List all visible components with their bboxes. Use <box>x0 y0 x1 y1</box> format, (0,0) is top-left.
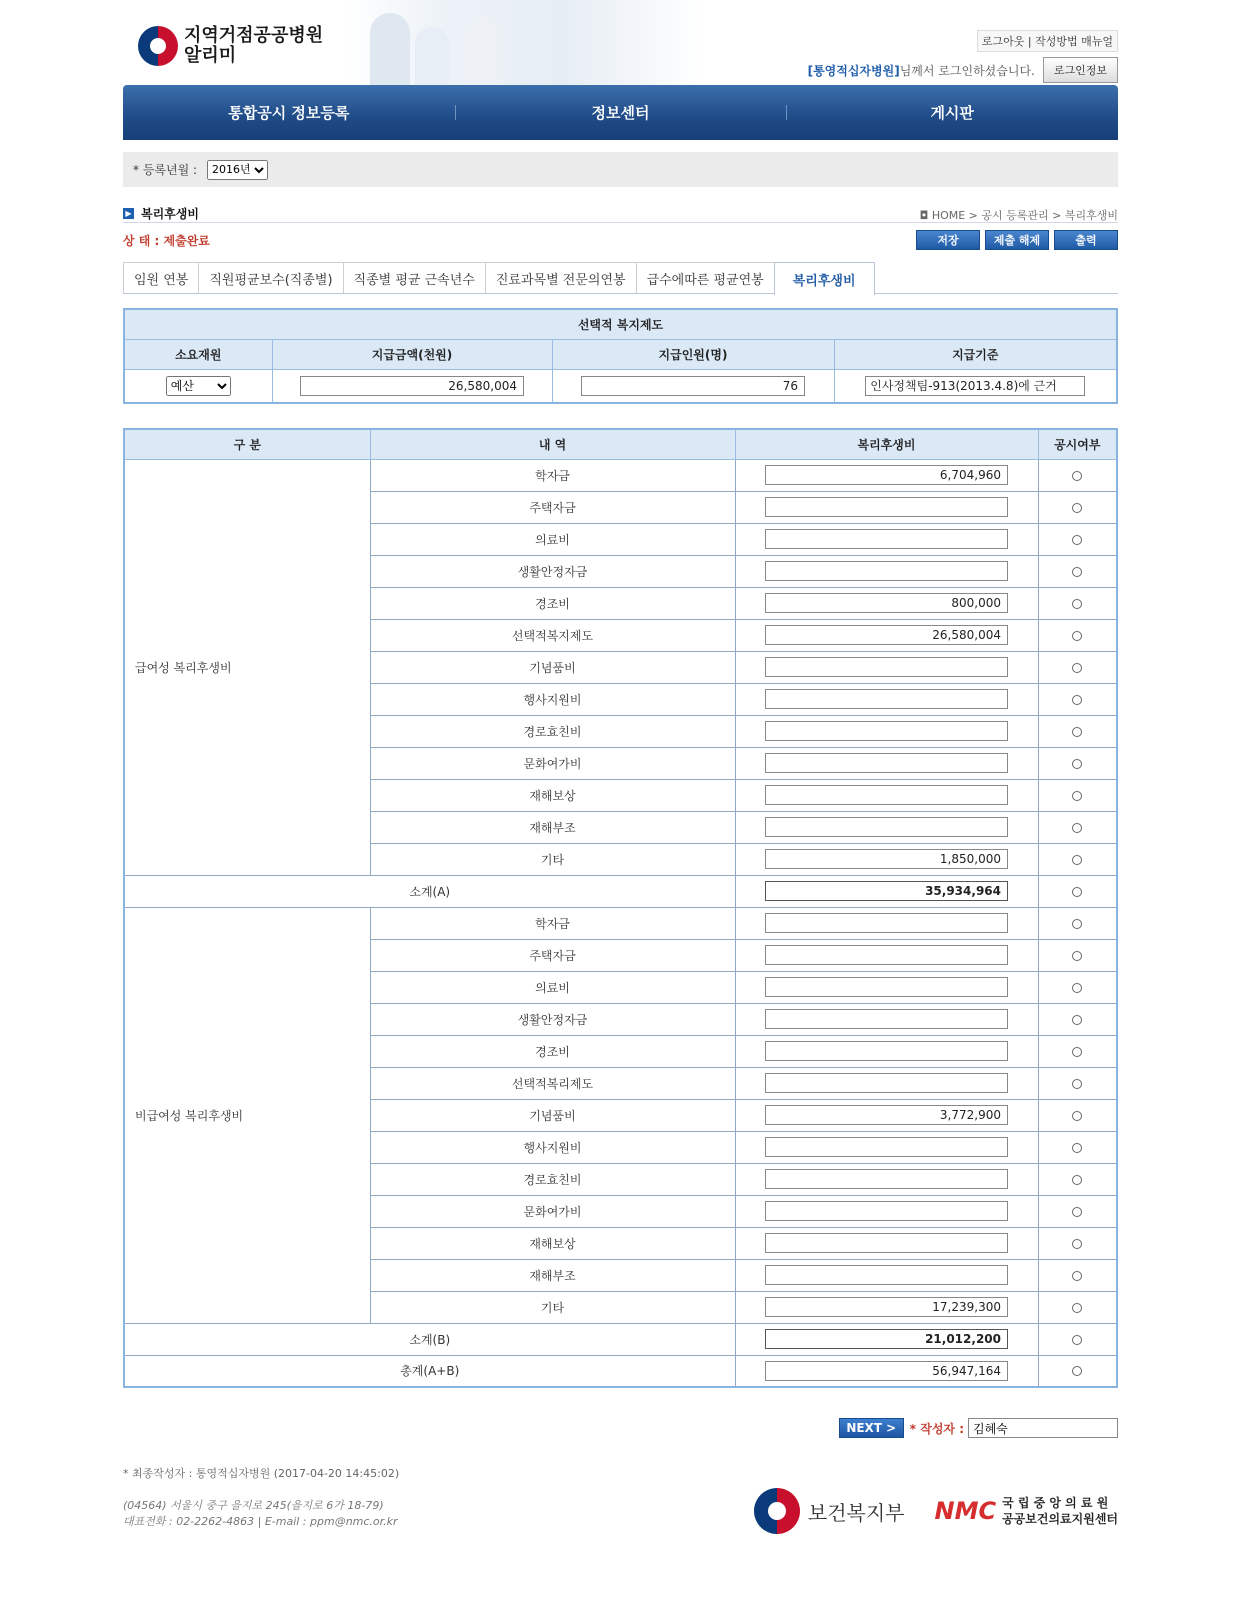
disclosure-radio[interactable] <box>1072 1271 1082 1281</box>
next-button[interactable]: NEXT > <box>839 1418 904 1438</box>
item-label: 경로효친비 <box>370 1163 735 1195</box>
disclosure-radio[interactable] <box>1072 983 1082 993</box>
tab-bar <box>123 262 1118 294</box>
selective-title: 선택적 복지제도 <box>124 309 1117 339</box>
main-nav <box>123 85 1118 140</box>
welfare-value-field[interactable] <box>765 497 1008 517</box>
col-disclosure: 공시여부 <box>1038 429 1117 459</box>
welfare-value-field[interactable] <box>765 1169 1008 1189</box>
welfare-value-field[interactable] <box>765 1073 1008 1093</box>
welfare-value-field[interactable] <box>765 785 1008 805</box>
print-button[interactable]: 출력 <box>1054 230 1118 250</box>
disclosure-radio[interactable] <box>1072 1207 1082 1217</box>
taegeuk-icon <box>138 26 178 66</box>
welfare-value-field[interactable] <box>765 881 1008 901</box>
item-label: 생활안정자금 <box>370 1003 735 1035</box>
disclosure-radio[interactable] <box>1072 727 1082 737</box>
year-label: * 등록년월 : <box>133 163 198 177</box>
disclosure-radio[interactable] <box>1072 887 1082 897</box>
welfare-table <box>123 428 1118 1388</box>
item-label: 학자금 <box>370 907 735 939</box>
col-category: 구 분 <box>124 429 370 459</box>
cancel-submit-button[interactable]: 제출 해제 <box>985 230 1049 250</box>
disclosure-radio[interactable] <box>1072 951 1082 961</box>
home-icon: ◘ <box>919 209 932 222</box>
disclosure-radio[interactable] <box>1072 1239 1082 1249</box>
logo-line1: 지역거점공공병원 <box>184 25 324 46</box>
bottom-row <box>839 1418 1118 1438</box>
item-label: 주택자금 <box>370 939 735 971</box>
item-label: 학자금 <box>370 459 735 491</box>
welfare-value-field[interactable] <box>765 465 1008 485</box>
nav-item-info-center[interactable]: 정보센터 <box>455 85 787 140</box>
item-label: 재해부조 <box>370 811 735 843</box>
last-writer-info: * 최종작성자 : 통영적십자병원 (2017-04-20 14:45:02) <box>123 1467 400 1480</box>
year-bar <box>123 152 1118 187</box>
disclosure-radio[interactable] <box>1072 599 1082 609</box>
login-status <box>808 57 1118 83</box>
welfare-value-field[interactable] <box>765 1201 1008 1221</box>
tab-tenure[interactable]: 직종별 평균 근속년수 <box>343 262 486 293</box>
col-amount: 지급금액(천원) <box>272 339 552 369</box>
welfare-value-field[interactable] <box>765 1105 1008 1125</box>
subtotal-label: 소계(A) <box>124 875 735 907</box>
item-label: 문화여가비 <box>370 1195 735 1227</box>
category-label: 비급여성 복리후생비 <box>124 907 370 1323</box>
tab-executive-salary[interactable]: 임원 연봉 <box>123 262 199 293</box>
disclosure-radio[interactable] <box>1072 1111 1082 1121</box>
welfare-value-field[interactable] <box>765 1233 1008 1253</box>
breadcrumb: ◘ HOME > 공시 등록관리 > 복리후생비 <box>919 209 1118 222</box>
page-title: 복리후생비 <box>141 207 199 221</box>
footer-address: (04564) 서울시 중구 을지로 245(을지로 6가 18-79) 대표전화 : 02-2262-4863 | E-mail : ppm@nmc.or.kr <box>123 1499 398 1528</box>
year-select[interactable] <box>207 160 268 180</box>
item-label: 기념품비 <box>370 651 735 683</box>
welfare-value-field[interactable] <box>765 1329 1008 1349</box>
welfare-value-field[interactable] <box>765 1009 1008 1029</box>
source-select[interactable] <box>166 376 231 396</box>
mohw-logo: 보건복지부 <box>754 1488 905 1534</box>
welfare-value-field[interactable] <box>765 1297 1008 1317</box>
welfare-value-field[interactable] <box>765 529 1008 549</box>
login-message: 님께서 로그인하셨습니다. <box>899 63 1035 78</box>
disclosure-radio[interactable] <box>1072 471 1082 481</box>
writer-label: * 작성자 : <box>909 1421 964 1436</box>
writer-field[interactable] <box>968 1418 1118 1438</box>
disclosure-radio[interactable] <box>1072 1303 1082 1313</box>
welfare-value-field[interactable] <box>765 1361 1008 1381</box>
disclosure-radio[interactable] <box>1072 1015 1082 1025</box>
disclosure-radio[interactable] <box>1072 791 1082 801</box>
welfare-value-field[interactable] <box>765 1041 1008 1061</box>
welfare-value-field[interactable] <box>765 689 1008 709</box>
disclosure-radio[interactable] <box>1072 855 1082 865</box>
title-bullet-icon: ▶ <box>123 208 134 219</box>
disclosure-radio[interactable] <box>1072 1366 1082 1376</box>
welfare-value-field[interactable] <box>765 593 1008 613</box>
subtotal-label: 소계(B) <box>124 1323 735 1355</box>
welfare-value-field[interactable] <box>765 913 1008 933</box>
hospital-name: [통영적십자병원] <box>807 63 900 78</box>
welfare-value-field[interactable] <box>765 721 1008 741</box>
welfare-value-field[interactable] <box>765 849 1008 869</box>
welfare-value-field[interactable] <box>765 1137 1008 1157</box>
footer-logos <box>754 1488 1118 1534</box>
logo-line2: 알리미 <box>184 45 237 66</box>
save-button[interactable]: 저장 <box>916 230 980 250</box>
welfare-value-field[interactable] <box>765 561 1008 581</box>
item-label: 재해보상 <box>370 1227 735 1259</box>
table-row <box>124 907 1117 939</box>
site-logo[interactable] <box>138 26 323 66</box>
basis-field[interactable] <box>865 376 1085 396</box>
selective-welfare-table <box>123 308 1118 404</box>
nav-item-board[interactable]: 게시판 <box>786 85 1118 140</box>
welfare-value-field[interactable] <box>765 817 1008 837</box>
welfare-value-field[interactable] <box>765 753 1008 773</box>
disclosure-radio[interactable] <box>1072 1335 1082 1345</box>
subtotal-row <box>124 875 1117 907</box>
item-label: 재해부조 <box>370 1259 735 1291</box>
disclosure-radio[interactable] <box>1072 535 1082 545</box>
col-people: 지급인원(명) <box>552 339 834 369</box>
col-welfare-cost: 복리후생비 <box>735 429 1038 459</box>
item-label: 경조비 <box>370 587 735 619</box>
welfare-value-field[interactable] <box>765 625 1008 645</box>
disclosure-radio[interactable] <box>1072 1143 1082 1153</box>
welfare-value-field[interactable] <box>765 657 1008 677</box>
category-label: 급여성 복리후생비 <box>124 459 370 875</box>
disclosure-radio[interactable] <box>1072 503 1082 513</box>
disclosure-radio[interactable] <box>1072 631 1082 641</box>
disclosure-radio[interactable] <box>1072 823 1082 833</box>
tab-staff-pay[interactable]: 직원평균보수(직종별) <box>198 262 343 293</box>
disclosure-radio[interactable] <box>1072 567 1082 577</box>
action-buttons <box>916 230 1118 250</box>
item-label: 선택적복리제도 <box>370 1067 735 1099</box>
subtotal-row <box>124 1323 1117 1355</box>
page-header <box>123 205 1118 223</box>
col-item: 내 역 <box>370 429 735 459</box>
taegeuk-icon <box>754 1488 800 1534</box>
people-field[interactable] <box>581 376 805 396</box>
item-label: 행사지원비 <box>370 1131 735 1163</box>
status-text: 상 태 : 제출완료 <box>123 234 210 248</box>
col-source: 소요재원 <box>124 339 272 369</box>
item-label: 기타 <box>370 843 735 875</box>
item-label: 생활안정자금 <box>370 555 735 587</box>
page-wrapper <box>123 0 1118 1528</box>
amount-field[interactable] <box>300 376 524 396</box>
item-label: 경로효친비 <box>370 715 735 747</box>
header <box>123 0 1118 85</box>
nav-item-register[interactable]: 통합공시 정보등록 <box>228 104 350 122</box>
disclosure-radio[interactable] <box>1072 1079 1082 1089</box>
item-label: 의료비 <box>370 523 735 555</box>
welfare-value-field[interactable] <box>765 945 1008 965</box>
item-label: 선택적복지제도 <box>370 619 735 651</box>
item-label: 경조비 <box>370 1035 735 1067</box>
disclosure-radio[interactable] <box>1072 1175 1082 1185</box>
disclosure-radio[interactable] <box>1072 695 1082 705</box>
disclosure-radio[interactable] <box>1072 1047 1082 1057</box>
disclosure-radio[interactable] <box>1072 759 1082 769</box>
tab-welfare[interactable]: 복리후생비 <box>774 262 875 295</box>
total-label: 총계(A+B) <box>124 1355 735 1387</box>
tab-grade-salary[interactable]: 급수에따른 평균연봉 <box>636 262 775 293</box>
item-label: 의료비 <box>370 971 735 1003</box>
tab-specialist-salary[interactable]: 진료과목별 전문의연봉 <box>485 262 637 293</box>
disclosure-radio[interactable] <box>1072 919 1082 929</box>
disclosure-radio[interactable] <box>1072 663 1082 673</box>
hero-doctors-image <box>345 0 705 85</box>
table-row <box>124 459 1117 491</box>
total-row <box>124 1355 1117 1387</box>
nmc-logo: NMC 국 립 중 앙 의 료 원 공공보건의료지원센터 <box>934 1496 1118 1526</box>
login-info-button[interactable]: 로그인정보 <box>1043 57 1118 83</box>
col-basis: 지급기준 <box>834 339 1117 369</box>
item-label: 기타 <box>370 1291 735 1323</box>
item-label: 재해보상 <box>370 779 735 811</box>
welfare-value-field[interactable] <box>765 1265 1008 1285</box>
top-links[interactable]: 로그아웃 | 작성방법 매뉴얼 <box>977 30 1118 52</box>
item-label: 행사지원비 <box>370 683 735 715</box>
item-label: 주택자금 <box>370 491 735 523</box>
welfare-value-field[interactable] <box>765 977 1008 997</box>
item-label: 기념품비 <box>370 1099 735 1131</box>
item-label: 문화여가비 <box>370 747 735 779</box>
